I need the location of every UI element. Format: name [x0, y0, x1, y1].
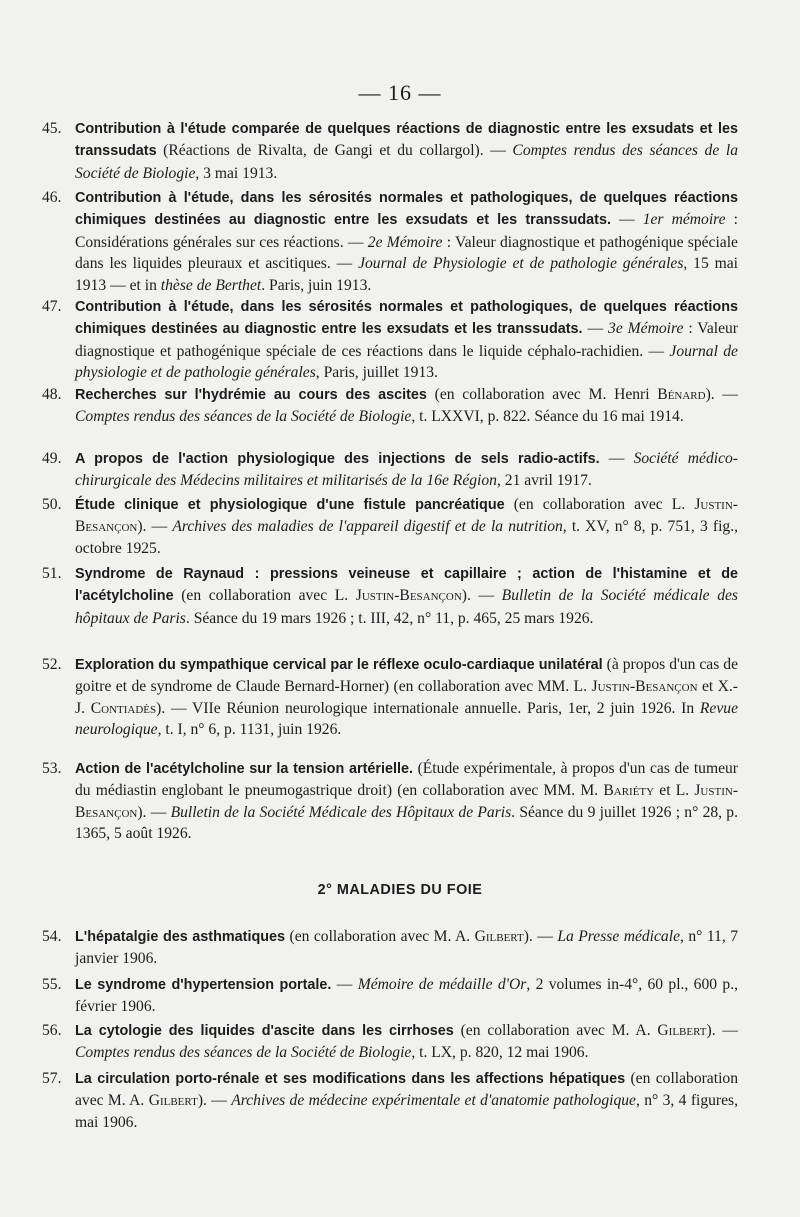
entry-number: 52.: [42, 656, 62, 673]
journal-name: Revue neurologique: [75, 699, 738, 739]
entry-title: Action de l'acétylcholine sur la tension artérielle.: [75, 761, 413, 777]
page-number: — 16 —: [358, 80, 442, 105]
entry-text: ). —: [705, 386, 739, 403]
entry-text: ). —: [137, 803, 171, 821]
entry-text: —: [331, 976, 358, 993]
entry-text: , 15 mai 1913 — et in: [75, 255, 738, 294]
entry-number: 50.: [42, 496, 62, 513]
entry-title: A propos de l'action physiologique des injections de sels radio-actifs.: [75, 451, 600, 467]
entry-text: , 2 volumes in-4°, 60 pl., 600 p., février 1906.: [75, 976, 738, 1016]
bibliography-entry: [42, 926, 738, 970]
bibliography-entry: [42, 187, 738, 296]
entry-text: . Paris, juin 1913.: [261, 276, 372, 294]
entry-text: ). —: [461, 587, 502, 605]
bibliography-entry: [42, 448, 738, 492]
author-name: Contiadès: [90, 699, 157, 717]
entry-text: —: [582, 320, 609, 338]
bibliography-entry: [42, 1068, 738, 1133]
entry-title: L'hépatalgie des asthmatiques: [75, 929, 286, 945]
entry-text: —: [599, 450, 634, 467]
author-name: Justin-Besançon: [355, 587, 462, 605]
bibliography-entry: [42, 974, 738, 1018]
memoire-label: 3e Mémoire: [608, 320, 684, 338]
bibliography-entry: [42, 118, 738, 184]
entry-title: La circulation porto-rénale et ses modifications dans les affections hépatiques: [75, 1071, 626, 1087]
entry-text: (Réactions de Rivalta, de Gangi et du collargol). —: [156, 142, 513, 160]
journal-name: Journal de physiologie et de pathologie générales: [75, 342, 738, 382]
thesis-name: thèse de Berthet: [160, 276, 262, 294]
entry-number: 49.: [42, 450, 62, 467]
entry-number: 56.: [42, 1022, 62, 1039]
entry-text: (en collaboration avec L.: [504, 496, 695, 513]
memoire-label: 1er mémoire: [642, 211, 726, 229]
entry-text: , t. LXXVI, p. 822. Séance du 16 mai 1914.: [411, 408, 684, 426]
journal-name: Archives des maladies de l'appareil digestif et de la nutrition: [172, 518, 563, 536]
entry-text: , Paris, juillet 1913.: [315, 364, 438, 382]
entry-text: ). —: [523, 928, 558, 945]
section-heading: 2° MALADIES DU FOIE: [317, 882, 483, 898]
author-name: Justin-Besançon: [75, 496, 738, 536]
author-name: Justin-Besançon: [75, 782, 739, 821]
entry-text: , n° 11, 7 janvier 1906.: [75, 928, 739, 968]
journal-name: Comptes rendus des séances de la Société de Biologie: [75, 408, 412, 426]
entry-text: et X.-J.: [75, 678, 738, 717]
entry-text: . Séance du 19 mars 1926 ; t. III, 42, n° 11, p. 465, 25 mars 1926.: [185, 609, 594, 627]
entry-number: 45.: [42, 120, 62, 137]
entry-number: 47.: [42, 298, 62, 315]
author-name: Bénard: [657, 386, 706, 403]
journal-name: Comptes rendus des séances de la Société de Biologie: [75, 142, 738, 182]
entry-title: Contribution à l'étude, dans les sérosités normales et pathologiques, de quelques réactions chimiques destinées au diagnostic entre les exsudats et les transsudats.: [75, 190, 738, 229]
entry-title: Exploration du sympathique cervical par le réflexe oculo-cardiaque unilatéral: [75, 657, 603, 673]
author-name: Gilbert: [474, 928, 524, 945]
author-name: Gilbert: [657, 1022, 707, 1039]
journal-name: Bulletin de la Société médicale des hôpitaux de Paris: [75, 587, 738, 627]
author-name: Bariéty: [603, 782, 655, 800]
entry-text: . Séance du 9 juillet 1926 ; n° 28, p. 1365, 5 août 1926.: [75, 803, 739, 843]
entry-text: (en collaboration avec M. A.: [285, 928, 475, 945]
entry-text: (à propos d'un cas de goitre et de syndrome de Claude Bernard-Horner) (en collaboration avec MM. L.: [75, 656, 738, 696]
entry-number: 48.: [42, 386, 62, 403]
entry-text: (en collaboration avec M. A.: [75, 1070, 738, 1110]
bibliography-entry: [42, 296, 738, 384]
entry-text: (en collaboration avec M. Henri: [426, 386, 658, 403]
journal-name: Société médico-chirurgicale des Médecins militaires et militarisés de la 16e Région: [75, 450, 738, 490]
entry-text: , n° 3, 4 figures, mai 1906.: [75, 1092, 739, 1131]
memoire-label: 2e Mémoire: [367, 233, 443, 251]
entry-text: , 21 avril 1917.: [496, 472, 592, 490]
entry-text: ). —: [137, 518, 173, 536]
entry-text: , t. XV, n° 8, p. 751, 3 fig., octobre 1925.: [75, 518, 739, 557]
entry-text: (en collaboration avec L.: [173, 587, 356, 605]
bibliography-entry: [42, 758, 738, 845]
author-name: Gilbert: [148, 1092, 198, 1110]
entry-text: (en collaboration avec M. A.: [453, 1022, 658, 1039]
entry-text: et L.: [654, 782, 695, 800]
journal-name: Archives de médecine expérimentale et d'anatomie pathologique: [231, 1092, 636, 1110]
journal-name: Mémoire de médaille d'Or: [357, 976, 527, 993]
journal-name: La Presse médicale: [557, 928, 680, 945]
entry-text: : Considérations générales sur ces réactions. —: [75, 211, 738, 251]
bibliography-entry: [42, 1020, 738, 1064]
entry-title: Syndrome de Raynaud : pressions veineuse et capillaire ; action de l'histamine et de l'acétylcholine: [75, 566, 738, 605]
entry-title: Le syndrome d'hypertension portale.: [75, 977, 332, 993]
entry-text: ). —: [197, 1092, 232, 1110]
entry-title: Contribution à l'étude comparée de quelques réactions de diagnostic entre les exsudats et les transsudats: [75, 121, 738, 160]
entry-number: 53.: [42, 760, 62, 777]
entry-text: —: [610, 211, 643, 229]
entry-text: : Valeur diagnostique et pathogénique spéciale dans les liquides pleuraux et ascitiques. —: [75, 233, 738, 273]
entry-text: ). —: [706, 1022, 738, 1039]
journal-name: Journal de Physiologie et de pathologie générales: [358, 255, 684, 273]
entry-text: (Étude expérimentale, à propos d'un cas de tumeur du médiastin englobant le pneumogastrique droit) (en collaboration avec MM. M.: [75, 760, 738, 800]
entry-number: 57.: [42, 1070, 62, 1087]
entry-number: 54.: [42, 928, 62, 945]
entry-title: Recherches sur l'hydrémie au cours des ascites: [75, 387, 427, 403]
author-name: Justin-Besançon: [591, 678, 698, 696]
entry-title: La cytologie des liquides d'ascite dans les cirrhoses: [75, 1023, 454, 1039]
entry-text: , 3 mai 1913.: [195, 164, 278, 182]
entry-number: 55.: [42, 976, 62, 993]
entry-text: , t. LX, p. 820, 12 mai 1906.: [411, 1044, 589, 1062]
entry-text: : Valeur diagnostique et pathogénique spéciale de ces réactions dans le liquide céphalo-rachidien. —: [75, 320, 738, 360]
entry-title: Contribution à l'étude, dans les sérosités normales et pathologiques, de quelques réactions chimiques destinées au diagnostic entre les exsudats et les transsudats.: [75, 299, 738, 338]
journal-name: Bulletin de la Société Médicale des Hôpitaux de Paris: [170, 803, 512, 821]
entry-text: ). — VIIe Réunion neurologique internationale annuelle. Paris, 1er, 2 juin 1926. In: [156, 699, 700, 717]
bibliography-entry: [42, 384, 738, 428]
entry-number: 46.: [42, 189, 62, 206]
entry-title: Étude clinique et physiologique d'une fistule pancréatique: [75, 497, 505, 513]
entry-number: 51.: [42, 565, 62, 582]
bibliography-entry: [42, 563, 738, 629]
entry-text: , t. I, n° 6, p. 1131, juin 1926.: [157, 721, 342, 739]
bibliography-entry: [42, 494, 738, 559]
journal-name: Comptes rendus des séances de la Société de Biologie: [75, 1044, 412, 1062]
bibliography-entry: [42, 654, 738, 741]
